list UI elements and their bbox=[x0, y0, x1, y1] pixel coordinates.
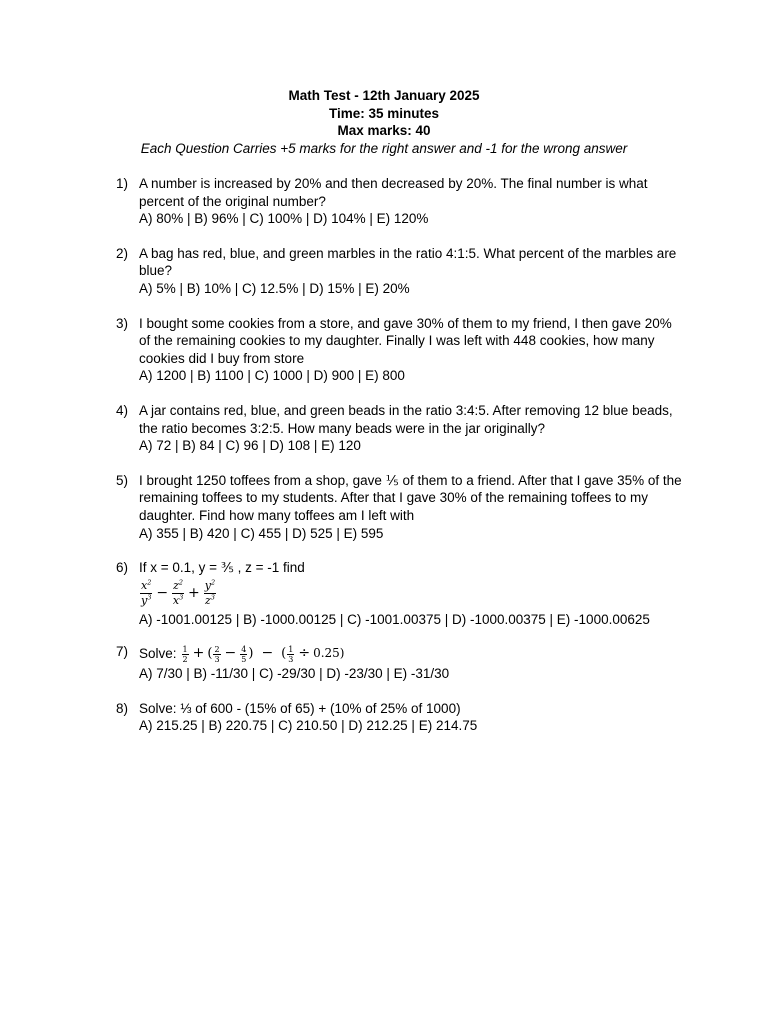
question-text: If x = 0.1, y = ⅗ , z = -1 find bbox=[139, 560, 305, 576]
question-5 bbox=[116, 472, 686, 542]
question-number: 7) bbox=[116, 644, 129, 660]
question-text: Solve: ⅓ of 600 - (15% of 65) + (10% of 25% of 1000) bbox=[139, 700, 461, 716]
answer-options: A) 1200 | B) 1100 | C) 1000 | D) 900 | E) 800 bbox=[139, 368, 405, 384]
test-header bbox=[0, 87, 768, 157]
question-text: A number is increased by 20% and then decreased by 20%. The final number is what percent of the original number? bbox=[139, 176, 648, 209]
question-8 bbox=[116, 700, 686, 735]
question-number: 8) bbox=[116, 700, 129, 716]
marking-instructions: Each Question Carries +5 marks for the right answer and -1 for the wrong answer bbox=[140, 140, 628, 156]
answer-options: A) 355 | B) 420 | C) 455 | D) 525 | E) 595 bbox=[139, 525, 384, 541]
time-limit: Time: 35 minutes bbox=[328, 105, 440, 121]
question-number: 6) bbox=[116, 560, 129, 576]
question-text: I brought 1250 toffees from a shop, gave ⅕ of them to a friend. After that I gave 35% of the remaining toffees to my students. After that I gave 30% of the remaining toffees to my daughter. Find how many toffees am I left with bbox=[139, 472, 682, 523]
question-2 bbox=[116, 245, 686, 298]
question-1 bbox=[116, 175, 686, 228]
answer-options: A) 72 | B) 84 | C) 96 | D) 108 | E) 120 bbox=[139, 438, 361, 454]
answer-options: A) 7/30 | B) -11/30 | C) -29/30 | D) -23/30 | E) -31/30 bbox=[139, 666, 450, 682]
answer-options: A) 80% | B) 96% | C) 100% | D) 104% | E) 120% bbox=[139, 211, 429, 227]
question-3 bbox=[116, 315, 686, 385]
question-list bbox=[116, 175, 686, 735]
question-number: 3) bbox=[116, 315, 129, 331]
math-expression: $\frac{1}{2}$ + ( $\frac{2}{3}$ − $\frac{4}{5}$ ) − ( $\frac{1}{3}$ ÷ 0.25) bbox=[182, 644, 345, 664]
question-number: 5) bbox=[116, 472, 129, 488]
question-number: 4) bbox=[116, 402, 129, 418]
answer-options: A) -1001.00125 | B) -1000.00125 | C) -1001.00375 | D) -1000.00375 | E) -1000.00625 bbox=[139, 611, 650, 627]
test-title: Math Test - 12th January 2025 bbox=[288, 88, 480, 103]
question-7 bbox=[116, 643, 686, 683]
max-marks: Max marks: 40 bbox=[337, 123, 431, 138]
question-number: 1) bbox=[116, 176, 129, 191]
question-4 bbox=[116, 402, 686, 455]
question-text: A bag has red, blue, and green marbles in the ratio 4:1:5. What percent of the marbles are blue? bbox=[139, 245, 677, 279]
question-number: 2) bbox=[116, 245, 129, 261]
question-text: Solve: bbox=[139, 646, 177, 662]
math-expression: $\frac{x^2}{y^3}$ − $\frac{z^2}{x^3}$ + $\frac{y^2}{z^3}$ bbox=[141, 578, 216, 608]
question-text: I bought some cookies from a store, and gave 30% of them to my friend, I then gave 20% of the remaining cookies to my daughter. Finally I was left with 448 cookies, how many cookies did I buy from store bbox=[139, 315, 672, 366]
answer-options: A) 5% | B) 10% | C) 12.5% | D) 15% | E) 20% bbox=[139, 280, 410, 296]
question-6 bbox=[116, 559, 686, 628]
answer-options: A) 215.25 | B) 220.75 | C) 210.50 | D) 212.25 | E) 214.75 bbox=[139, 718, 478, 734]
question-text: A jar contains red, blue, and green beads in the ratio 3:4:5. After removing 12 blue beads, the ratio becomes 3:2:5. How many beads were in the jar originally? bbox=[139, 402, 673, 436]
